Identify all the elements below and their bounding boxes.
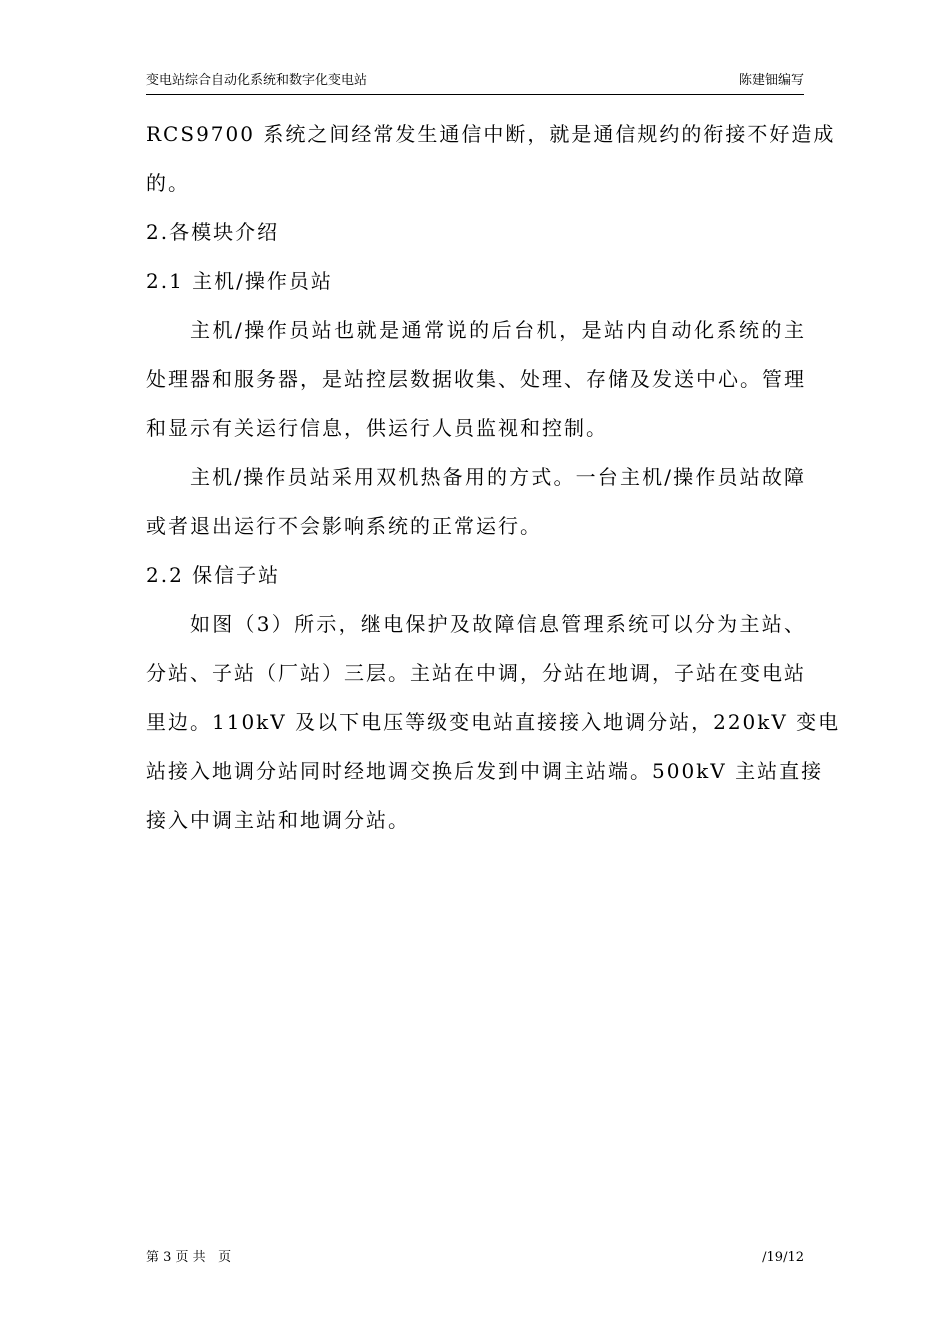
paragraph-line: 接入中调主站和地调分站。 [146,808,410,832]
paragraph-line: 主机/操作员站采用双机热备用的方式。一台主机/操作员站故障 [190,465,806,489]
page-header [146,72,804,95]
paragraph-line: 处理器和服务器，是站控层数据收集、处理、存储及发送中心。管理 [146,367,806,391]
page-footer [146,1250,804,1270]
section-heading: 2.各模块介绍 [146,220,280,244]
document-body [146,110,841,845]
paragraph-line: 分站、子站（厂站）三层。主站在中调，分站在地调，子站在变电站 [146,661,806,685]
paragraph-line: 里边。110kV 及以下电压等级变电站直接接入地调分站，220kV 变电 [146,710,841,734]
subsection-heading: 2.2 保信子站 [146,563,281,587]
paragraph-line: 主机/操作员站也就是通常说的后台机，是站内自动化系统的主 [190,318,806,342]
subsection-heading: 2.1 主机/操作员站 [146,269,333,293]
footer-date: /19/12 [762,1250,804,1265]
paragraph-line: 或者退出运行不会影响系统的正常运行。 [146,514,542,538]
paragraph-line: 的。 [146,171,190,195]
paragraph-line: RCS9700 系统之间经常发生通信中断，就是通信规约的衔接不好造成 [146,122,836,146]
paragraph-line: 如图（3）所示，继电保护及故障信息管理系统可以分为主站、 [190,612,806,636]
paragraph-line: 站接入地调分站同时经地调交换后发到中调主站端。500kV 主站直接 [146,759,824,783]
header-author: 陈建钿编写 [738,73,804,88]
header-title: 变电站综合自动化系统和数字化变电站 [146,73,368,88]
paragraph-line: 和显示有关运行信息，供运行人员监视和控制。 [146,416,608,440]
page-number: 第 3 页 共 页 [146,1250,232,1265]
